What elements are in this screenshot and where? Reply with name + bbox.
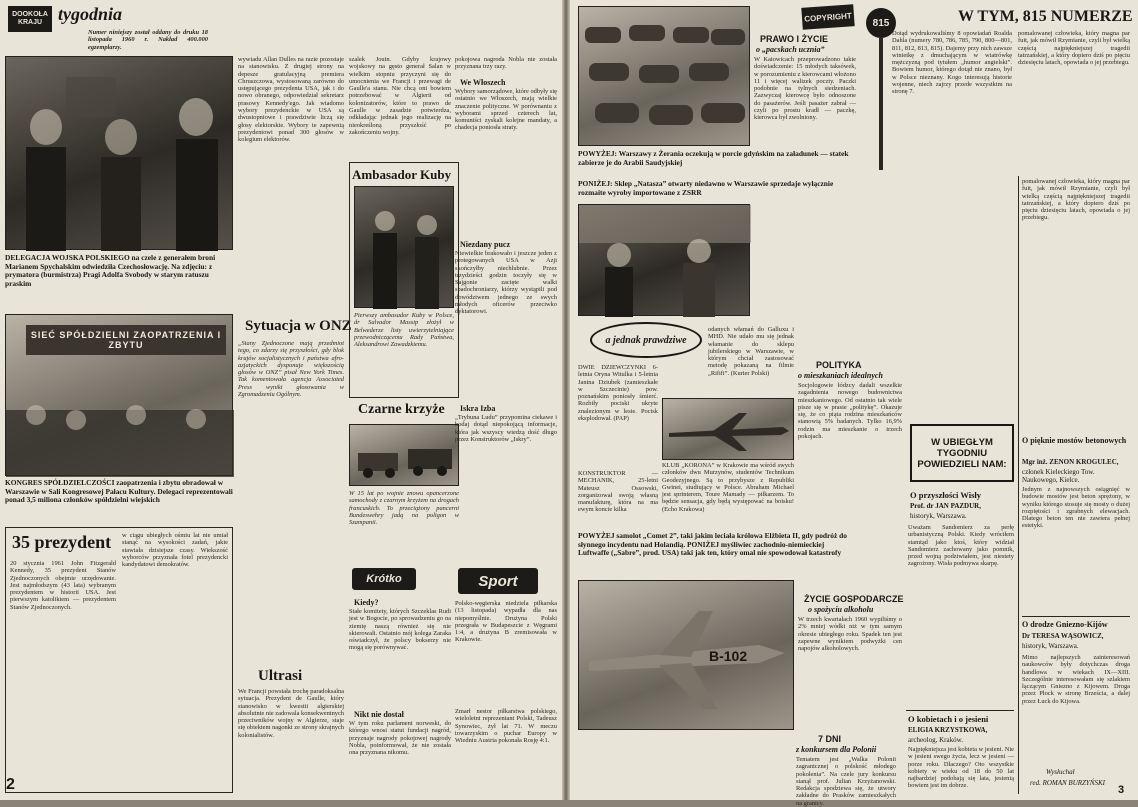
congress-sign-text: SIEĆ SPÓŁDZIELNI ZAOPATRZENIA I ZBYTU — [30, 330, 222, 350]
nikt-text: W tym roku parlament norweski, do którego wnosi statut fundacji nagród, przyznaje nagrody pokojowej nagrody Nobla, poinformował, że nie została ona przyznana nikomu. — [349, 720, 451, 757]
section-title: tygodnia — [58, 4, 123, 24]
prawo-heading: PRAWO I ŻYCIE — [760, 34, 829, 44]
ambassador-caption: Pierwszy ambasador Kuby w Polsce, dr Salvador Massip złożył w Belwederze listy uwierzytelniające przewodniczącemu Rady Państwa, Aleksandrowi Zawadzkiemu. — [354, 312, 454, 349]
krotko-label — [352, 568, 416, 590]
comet-plane-shape — [663, 399, 795, 461]
wloszech-heading: We Włoszech — [460, 78, 506, 87]
jednak-bubble-text: a jednak prawdziwe — [605, 334, 687, 346]
gniezno-heading: O drodze Gniezno-Kijów — [1022, 620, 1108, 629]
wisla-role: historyk, Warszawa. — [910, 512, 967, 520]
sport-text: Polsko-węgierska niedziela piłkarska (13 listopada) wypadła dla nas niepomyślnie. Drużyna Polski przegrała w Budapeszcie z Węgrami 1:4, a drużyna B zremisowała w Krakowie. — [455, 600, 557, 644]
kobietach-author: ELIGIA KRZYSTKOWA, — [908, 726, 988, 734]
jet-marking: B-102 — [709, 648, 748, 664]
zycie-subheading: o spożyciu alkoholu — [808, 605, 874, 614]
photo-jet-fighter — [578, 580, 794, 730]
issue-post — [879, 38, 883, 170]
photo-ambassador — [354, 186, 454, 308]
mosty-role: członek Kieleckiego Tow. Naukowego, Kielce. — [1022, 468, 1095, 484]
prawo-subheading: o „pacskach ucznia” — [756, 45, 825, 54]
niezdany-text: Niewielkie brakowało i jeszcze jeden z protegowanych USA w Azji skończyłby niechlubnie. Przez trzydzieści godzin toczyły się w Sajgonie zacięte walki spadochroniarzy, którzy wystąpili pod dowództwem jednego ze swych młodych oficerów przeciwko dyktatorowi. — [455, 250, 557, 316]
jednak-bubble — [590, 322, 702, 358]
dwie-text: DWIE DZIEWCZYNKI 6-letnia Oryna Witulka i 5-letnia Janina Dziubek (zamieszkałe w Szczecinie) pow. poznańskim poniosły śmierć. Rozbiły pociski ukryte znalezionym w lesie. Pocisk eksplodował. (PAP) — [578, 364, 658, 423]
zycie-heading: ŻYCIE GOSPODARCZE — [804, 594, 904, 604]
kobietach-rule — [906, 710, 1014, 711]
odanych-text: odanych włamań do Galluxu i MHD. Nie udało mu się jednak włamanie do sklepu jubilerskiego w Warszawie, w którym chciał zastosować metodę pokazaną na filmie „Rififi”. (Kurier Polski) — [708, 326, 794, 377]
wyslucha-label: Wysłuchał — [1046, 768, 1075, 776]
armored-cars-shapes — [350, 425, 460, 487]
photo-plane-caption: POWYŻEJ samolot „Comet 2”, taki jakim leciała królowa Elżbieta II, gdy podróż do słynnego incydentu nad Holandią. PONIŻEJ myśliwiec zachodnio-niemieckiej Luftwaffe („Sabre”, prod. USA) taki jak ten, który omal nie spowodował katastrofy — [578, 531, 847, 558]
masthead-logo-text: DOOKOŁA KRAJU — [12, 11, 48, 26]
niezdany-heading: Niezdany pucz — [460, 240, 510, 249]
kobietach-role: archeolog, Kraków. — [908, 736, 963, 744]
issue-note: Numer niniejszy został oddany do druku 18 listopada 1960 r. Nakład 400.000 egzemplarzy. — [88, 29, 208, 51]
photo-shop-natasza — [578, 204, 750, 316]
photo-military-figures — [6, 57, 234, 251]
congress-audience — [6, 315, 234, 477]
korona-text: KLUB „KORONA” w Krakowie ma wśród swych członków dwu Murzynów, studentów Technikum Geodezyjnego. Są to przybysze z Republiki Gwinei, studiujący w Polsce. Abraham Michael jest sprinterem, Toure Mamady — piłkarzem. To będzie sensacja, gdy będą występować na boisku! (Echo Krakowa) — [662, 462, 794, 513]
gniezno-rule — [1022, 616, 1130, 617]
prezydent-heading: 35 prezydent — [12, 532, 112, 552]
iskra-heading: Iskra Izba — [460, 404, 496, 413]
wisla-heading: O przyszłości Wisły — [910, 490, 981, 500]
sport-label-text: Sport — [478, 572, 518, 590]
copyright-logo — [801, 4, 854, 30]
prawo-text: W Katowicach przeprowadzono takie doświadczenie: 15 młodych taksówek, w porozumieniu z kierowcami włożono 11 i więcej walizek poczty. Paczki podobnie na tylnych siedzeniach. Zazwyczaj kierowcę było odnoszone do pasażerów. Jeśli pasażer zabrał — czyli po prostu kradł — paczkę, kierowca był zwolniony. — [754, 56, 856, 122]
polityka-heading: POLITYKA — [816, 360, 862, 370]
header-text: Dotąd wydrukowaliśmy 8 opowiadań Roalda Dahla (numery 780, 786, 785, 790, 800—801, 811, 812, 813, 815). Dajemy przy nich zawsze winietkę z dmuchającym w wiatrówkę mężczyzną pod tytułem „humor angielski”. Bowiem humor, którego dotąd nie znano, był w Polsce nieznany. Kogo interesują historie wojenne, niech zajrzy przede wszystkim na stronę 7. — [892, 30, 1012, 96]
gniezno-role: historyk, Warszawa. — [1022, 642, 1079, 650]
column4-text: pokojowa nagroda Nobla nie została przyznana trzy razy. — [455, 56, 557, 71]
kiedy-text: Stałe komitety, których Szczeklas Rudi jest w Bogocie, po sprowadzeniu go na ziemię naszą również się nie skierowali. Ostatnio mój kolega Zaraka oświadczył, że polscy bokserzy nie mogą się porównywać. — [349, 608, 451, 652]
ultrasi-text: We Francji powstała trochę paradoksalna sytuacja. Prezydent de Gaulle, który stanowisko w kwestii algierskiej absolutnie nie zadowala konsekwentnych przeciwników wojny w Algierze, staje się obiektem nagonki ze strony skrajnych kolonialistów. — [238, 688, 344, 739]
left-page — [0, 0, 562, 800]
tdni-heading: 7 DNI — [818, 734, 842, 744]
issue-badge-number: 815 — [872, 17, 890, 29]
nikt-heading: Nikt nie dostał — [354, 710, 404, 719]
column3-text: szalek Jouin. Gdyby krajowy wojskowy na gęsto generał Salan w wielkim stopniu przyczyni się do umocnienia we Francji i przewagi de Gaulle'a stanu. Nie chcą oni bowiem potrzebować w Algierii od kolonizatorów, które to prawo de Gaulle w zasadzie potwierdza, odkładając jednak jego realizację na nieokreśloną przyszłość po zakończeniu wojny. — [349, 56, 451, 136]
ambassador-heading: Ambasador Kuby — [352, 167, 452, 182]
photo-cars-port — [578, 6, 750, 146]
gniezno-author: Dr TERESA WĄSOWICZ, — [1022, 632, 1104, 640]
photo-shop-caption: PONIŻEJ: Sklep „Natasza” otwarty niedawno w Warszawie sprzedaje wyłącznie rozmaite wyroby importowane z ZSRR — [578, 179, 834, 197]
photo-cooperative-congress — [5, 314, 233, 476]
photo-military-delegation — [5, 56, 233, 250]
right-column-rule — [1018, 176, 1019, 794]
photo-cars-caption: POWYŻEJ: Warszawy z Żerania oczekują w porcie gdyńskim na załadunek — statek zabierze je do Arabii Saudyjskiej — [578, 149, 849, 167]
zycie-text: W trzech kwartałach 1960 wypiliśmy o 2% mniej wódki niż w tym samym okresie ubiegłego roku. Spadek ten jest zapewne wynikiem podwyżki cen napojów alkoholowych. — [798, 616, 902, 653]
header-text-col2: pomalowanej człowieka, który magna par fuit, jak mówił Rzymianie, czyli był wielką częścią najpiękniejszej tragedii tatrzańskiej, a który dopiero dziś po pięciu dziesięciu latach, opowiada o jej przebiegu. — [1018, 30, 1130, 67]
onz-text: „Stany Zjednoczone mają przedmiot tego, co zdarzy się przyszłości, gdy blok krajów socjalistycznych i państwa afro-azjatyckich dysponuje większością głosów w ONZ” pisał New York Times. Tak komentowała agencja Associated Press wyniki głosowania w Zgromadzeniu Ogólnym. — [238, 340, 344, 399]
column2-text: wywiadu Allan Dulles na razie pozostaje na stanowisku. Z drugiej strony na depesze gratulacyjną premiera Chruszczowa, wystosowaną zarówno do ustępującego prezydenta USA, jak i do nowo obranego, odpowiedział sekretarz prasowy Kennedy'ego. Jak wiadomo wybory prezydenckie w USA są dwustopniowe i prawdziwie liczą się głosy elektorskie. Wybory te zapewnią prezydentowi ponad 300 głosów w kolegium elektorów. — [238, 56, 344, 144]
czarne-heading: Czarne krzyże — [358, 402, 445, 417]
mosty-text: Jednym z najnowszych osiągnięć w budowie mostów jest beton sprężony, w wyniku którego stosuje się mosty o dużej rozpiętości i zgrabnych elewacjach. Dlatego beton ten nie zawiera pełnej estetyki. — [1022, 486, 1130, 530]
sport-text2: Zmarł nestor piłkarstwa polskiego, wieloletni reprezentant Polski, Tadeusz Synowiec, żył lat 71. W meczu towarzyskim o puchar Europy w Wiedniu Austria pokonała Rosję 4:1. — [455, 708, 557, 745]
cars-port-shapes — [579, 7, 751, 147]
wisla-author: Prof. dr JAN PAZDUR, — [910, 502, 981, 510]
prezydent-text: 20 stycznia 1961 John Fitzgerald Kennedy, 35 prezydent Stanów Zjednoczonych obejmie urzędowanie. Jest najmłodszym (43 lata) wybranym prezydentem w historii USA. Jest pierwszym katolikiem — prezydentem Stanów Zjednoczonych. — [10, 560, 116, 611]
photo-armored-cars — [349, 424, 459, 486]
page-gutter — [562, 0, 570, 800]
sport-label — [458, 568, 538, 594]
wloszech-text: Wybory samorządowe, które odbyły się ostatnio we Włoszech, mają wielkie znaczenie polityczne. W porównaniu z wyborami sprzed czterech lat, komuniści zyskali kolejne mandaty, a chadecja poniosła straty. — [455, 88, 557, 132]
jet-fighter-shape — [579, 581, 795, 731]
masthead-logo — [8, 6, 52, 32]
czarne-caption: W 15 lat po wojnie znowu opancerzone samochody z czarnym krzyżem na drogach francuskich. To przeciążony pancerni Bundeswehry jadą na poligon w Szampanii. — [349, 490, 459, 527]
shop-figures — [579, 205, 751, 317]
gniezno-text: Mimo najlepszych zainteresowań naukowców były dotychczas droga handlowa w wiekach IX—XIII. Szczególnie interesowałam się szlakiem łączącym Gniezno z Kijowem. Droga przez Płock w stronę Brześcia, a dalej przez Łuck do Kijowa. — [1022, 654, 1130, 705]
mosty-author: Mgr inż. ZENON KROGULEC, — [1022, 458, 1119, 466]
ultrasi-heading: Ultrasi — [258, 668, 303, 684]
ambassador-figures — [355, 187, 455, 309]
copyright-logo-text: COPYRIGHT — [803, 10, 853, 24]
header-continuation: pomalowanej człowieka, który magna par fuit, jak mówił Rzymianie, czyli był wielką częścią najpiękniejszej tragedii tatrzańskiej, a który dopiero dziś po pięciu dziesięciu latach, opowiada o jej przebiegu. — [1022, 178, 1130, 222]
page-number-left: 2 — [6, 776, 15, 793]
prezydent-text-col2: w ciągu ubiegłych ośmiu lat nie umiał stanąć na wysokości zadań, jakie stawiała dzisiejsze czasy. Wiekszość wyborców przyznała fotel prezydencki kandydatowi demokratów. — [122, 532, 228, 569]
wyslucha-name: red. ROMAN BURZYŃSKI — [1030, 779, 1105, 787]
polityka-text: Socjologowie łódzcy dadali wszelkie zagadnienia nowego budownictwa mieszkaniowego. Od ostatnio tak wiele pisze się w prasie „politykę”. Okazuje się, że co piąta rodzina mieszkańców stanowią 5% badanych. Tylko 16,9% rodzin ma mieszkanie o trzech pokojach. — [798, 382, 902, 441]
photo2-caption: KONGRES SPÓŁDZIELCZOŚCI zaopatrzenia i zbytu obradował w Warszawie w Sali Kongresowej Pałacu Kultury. Delegaci reprezentowali ponad 3,5 miliona członków spółdzielni wiejskich — [5, 478, 233, 505]
photo1-caption: DELEGACJA WOJSKA POLSKIEGO na czele z generałem broni Marianem Spychalskim odwiedziła Czechosłowację. Na zdjęciu: z prymatora (burmistrza) Pragi Adolfa Svobody w starym ratuszu praskim — [5, 253, 216, 288]
page-number-right: 3 — [1118, 784, 1125, 796]
krotko-label-text: Krótko — [366, 573, 402, 585]
kobietach-heading: O kobietach i o jesieni — [908, 714, 989, 724]
wisla-text: Uważam Sandomierz za perłę urbanistyczną Polski. Kiedy wróciłem stamtąd jako ktoś, który widział Sandomierz zachowany jako pomnik, przed wojną podziwiałem, jest niestety zagrożony. Wisła podmywa skarpę. — [908, 524, 1014, 568]
tdni-subheading: z konkursem dla Polonii — [796, 745, 877, 754]
right-page — [570, 0, 1138, 807]
konstruktor-text: KONSTRUKTOR — MECHANIK, 25-letni Mateusz Ossowski, zorganizował swoją własną manufakturę, która na ma ewym koncie kilka — [578, 470, 658, 514]
kobietach-text: Najpiękniejsza jest kobieta w jesieni. Nie w jesieni swego życia, lecz w jesieni — porze roku. Dlaczego? Oto wszystkie kobiety w wieku od 18 do 50 lat najbardziej podobają się lata, jesienią bowiem jest im dobrze. — [908, 746, 1014, 790]
tdni-text: Tematem jest „Walka Polonii zagranicznej o polskość młodego pokolenia”. Na czele jury konkursu stanął prof. Julian Krzyżanowski. Redakcja spodziewa się, że utwory zakładne do Prasków zamieszkałych na granicy. — [796, 756, 896, 807]
ubieglym-label — [910, 424, 1014, 482]
mosty-heading: O pięknie mostów betonowych — [1022, 436, 1127, 445]
iskra-text: „Trybuna Ludu” przypomina ciekawe i bodaj dotąd niepokojącą informacje, która jak wszyscy wiedzą dość długo przez Konstruktorów „Iskry”. — [455, 414, 557, 443]
ubieglym-label-text: W UBIEGŁYM TYGODNIU POWIEDZIELI NAM: — [917, 436, 1007, 470]
photo-comet-plane — [662, 398, 794, 460]
onz-heading: Sytuacja w ONZ — [245, 318, 352, 334]
kiedy-heading: Kiedy? — [354, 598, 379, 607]
header-title: W TYM, 815 NUMERZE — [958, 8, 1133, 25]
polityka-subheading: o mieszkaniach idealnych — [798, 371, 883, 380]
